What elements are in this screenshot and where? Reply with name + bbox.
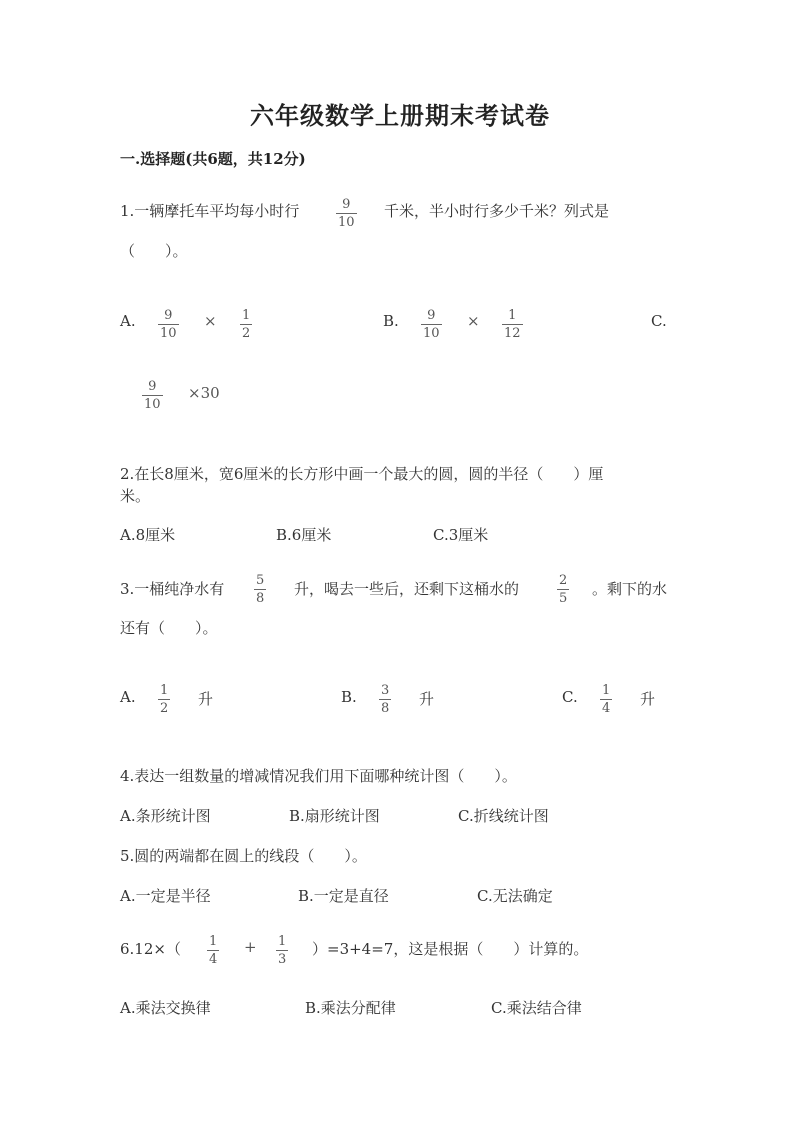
plus-symbol: + xyxy=(244,938,257,956)
question-5-option-c: C.无法确定 xyxy=(477,887,553,905)
fraction-numerator: 9 xyxy=(164,308,173,323)
question-3-fraction-1 xyxy=(254,573,266,606)
question-1-suffix: 千米，半小时行多少千米？列式是 xyxy=(384,202,610,220)
option-c-label: C. xyxy=(651,312,667,330)
fraction-bar xyxy=(207,950,219,951)
option-b-fraction-1 xyxy=(421,308,442,341)
fraction-denominator: 10 xyxy=(160,326,177,341)
question-3-option-b-unit: 升 xyxy=(419,690,435,708)
times-symbol: × xyxy=(204,312,217,330)
option-c-fraction xyxy=(142,379,163,412)
question-5-option-b: B.一定是直径 xyxy=(298,887,389,905)
fraction-numerator: 9 xyxy=(427,308,436,323)
fraction-bar xyxy=(600,699,612,700)
fraction-numerator: 1 xyxy=(209,934,218,949)
fraction-bar xyxy=(502,324,523,325)
question-6-option-a: A.乘法交换律 xyxy=(120,999,211,1017)
question-2-option-b: B.6厘米 xyxy=(276,526,332,544)
question-6-prefix: 6.12×（ xyxy=(120,940,181,958)
page-title: 六年级数学上册期末考试卷 xyxy=(250,101,550,130)
fraction-numerator: 1 xyxy=(508,308,517,323)
fraction-numerator: 1 xyxy=(278,934,287,949)
fraction-numerator: 2 xyxy=(559,573,568,588)
fraction-numerator: 1 xyxy=(242,308,251,323)
fraction-bar xyxy=(158,324,179,325)
fraction-denominator: 4 xyxy=(209,952,218,967)
question-5-text: 5.圆的两端都在圆上的线段（ ）。 xyxy=(120,847,367,865)
question-6-fraction-1 xyxy=(207,934,219,967)
question-3-option-c-fraction xyxy=(600,683,612,716)
option-b-label: B. xyxy=(383,312,399,330)
fraction-numerator: 1 xyxy=(602,683,611,698)
option-a-label: A. xyxy=(120,312,136,330)
question-3-line-2: 还有（ ）。 xyxy=(120,619,218,637)
question-3-option-b-fraction xyxy=(379,683,391,716)
question-6-option-b: B.乘法分配律 xyxy=(305,999,396,1017)
fraction-bar xyxy=(557,589,569,590)
times-symbol: × xyxy=(467,312,480,330)
fraction-denominator: 2 xyxy=(160,701,169,716)
question-4-option-c: C.折线统计图 xyxy=(458,807,549,825)
option-a-fraction-1 xyxy=(158,308,179,341)
question-1-prefix: 1.一辆摩托车平均每小时行 xyxy=(120,202,300,220)
fraction-denominator: 10 xyxy=(338,215,355,230)
fraction-denominator: 12 xyxy=(504,326,521,341)
fraction-denominator: 3 xyxy=(278,952,287,967)
fraction-numerator: 1 xyxy=(160,683,169,698)
question-3-middle: 升，喝去一些后，还剩下这桶水的 xyxy=(294,580,520,598)
question-4-option-b: B.扇形统计图 xyxy=(289,807,380,825)
question-5-option-a: A.一定是半径 xyxy=(120,887,211,905)
question-2-option-c: C.3厘米 xyxy=(433,526,489,544)
question-3-fraction-2 xyxy=(557,573,569,606)
question-3-prefix: 3.一桶纯净水有 xyxy=(120,580,225,598)
question-3-option-c-label: C. xyxy=(562,688,578,706)
fraction-bar xyxy=(254,589,266,590)
fraction-bar xyxy=(276,950,288,951)
question-1-fraction xyxy=(336,197,357,230)
question-6-option-c: C.乘法结合律 xyxy=(491,999,582,1017)
question-3-suffix: 。剩下的水 xyxy=(592,580,668,598)
question-4-option-a: A.条形统计图 xyxy=(120,807,211,825)
fraction-denominator: 4 xyxy=(602,701,611,716)
fraction-bar xyxy=(421,324,442,325)
question-3-option-c-unit: 升 xyxy=(640,690,656,708)
question-2-line-2: 米。 xyxy=(120,487,151,505)
question-2-line-1: 2.在长8厘米，宽6厘米的长方形中画一个最大的圆，圆的半径（ ）厘 xyxy=(120,465,604,483)
fraction-numerator: 9 xyxy=(342,197,351,212)
fraction-denominator: 2 xyxy=(242,326,251,341)
option-c-multiplier: ×30 xyxy=(188,384,220,402)
fraction-bar xyxy=(336,213,357,214)
fraction-bar xyxy=(158,699,170,700)
question-3-option-a-label: A. xyxy=(120,688,136,706)
question-3-option-a-fraction xyxy=(158,683,170,716)
question-6-fraction-2 xyxy=(276,934,288,967)
fraction-bar xyxy=(142,395,163,396)
fraction-denominator: 10 xyxy=(423,326,440,341)
question-6-suffix: ）=3+4=7，这是根据（ ）计算的。 xyxy=(312,940,589,958)
fraction-bar xyxy=(240,324,252,325)
fraction-numerator: 9 xyxy=(148,379,157,394)
option-b-fraction-2 xyxy=(502,308,523,341)
question-1-blank: （ ）。 xyxy=(120,242,188,260)
option-a-fraction-2 xyxy=(240,308,252,341)
fraction-bar xyxy=(379,699,391,700)
question-3-option-a-unit: 升 xyxy=(198,690,214,708)
fraction-numerator: 3 xyxy=(381,683,390,698)
fraction-denominator: 8 xyxy=(256,591,265,606)
question-4-text: 4.表达一组数量的增减情况我们用下面哪种统计图（ ）。 xyxy=(120,767,517,785)
question-3-option-b-label: B. xyxy=(341,688,357,706)
fraction-denominator: 5 xyxy=(559,591,568,606)
fraction-numerator: 5 xyxy=(256,573,265,588)
fraction-denominator: 8 xyxy=(381,701,390,716)
section-heading: 一.选择题(共6题，共12分) xyxy=(120,150,306,168)
question-2-option-a: A.8厘米 xyxy=(120,526,176,544)
fraction-denominator: 10 xyxy=(144,397,161,412)
